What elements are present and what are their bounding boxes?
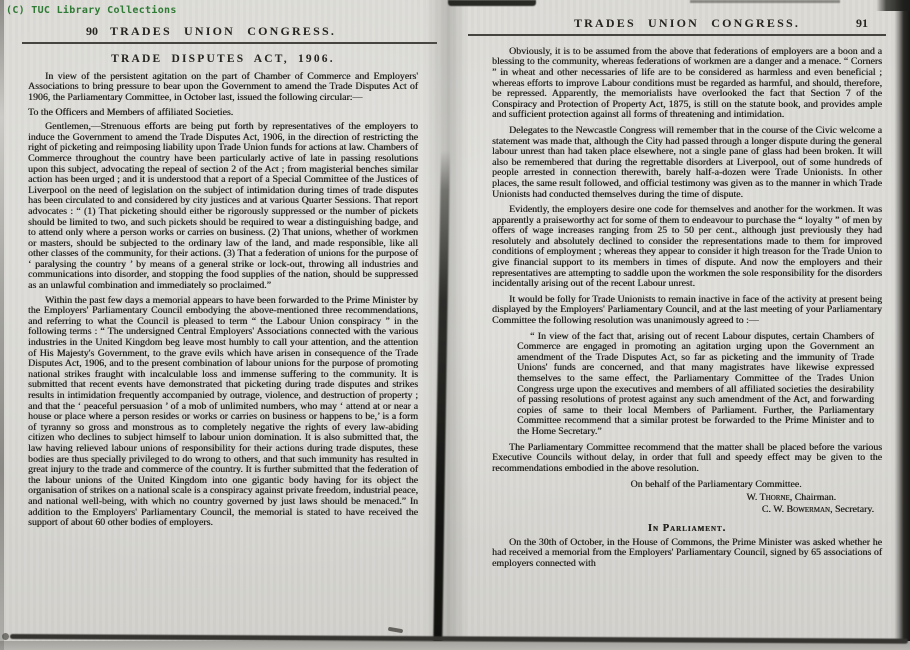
scan-smudge-bottom-corner [2, 633, 9, 640]
salutation: To the Officers and Members of affiliated Societies. [28, 106, 234, 118]
page-left [28, 24, 418, 533]
scan-mark-top-center [448, 0, 536, 6]
watermark: (C) TUC Library Collections [6, 5, 177, 16]
signature-chairman [492, 492, 882, 504]
paragraph-gentlemen: Gentlemen,—Strenuous efforts are being put forth by representatives of the employers to induce the Government to amend the Trade Disputes Act, 1906, in the direction of restricting the right of picketing and reimposing liability upon Trade Union funds for actions at law. Chambers of Commerce throughout the country have been particularly active of late in passing resolutions upon this subject, advocating the repeal of section 2 of the Act ; from magisterial benches similar action has been urged ; and it is understood that a report of a Special Committee of the Justices of Liverpool on the need of legislation on the subject of intimidation during times of trade disputes has been circulated to and considered by city justices and at various Quarter Sessions. That report advocates : “ (1) That picketing should either be rigorously suppressed or the number of pickets should be limited to two, and such pickets should be required to wear a distinguishing badge, and to attend only where a person works or carries on business. (2) That unions, whether of workmen or masters, should be subjected to the ordinary law of the land, and made responsible, like all other classes of the community, for their actions. (3) That a federation of unions for the purpose of ‘ paralysing the country ’ by means of a general strike or lock-out, throwing all industries and communications into disorder, and stopping the food supplies of the nation, should be suppressed as an unlawful combination and immediately so proclaimed.” [28, 121, 418, 292]
secretary-role: , Secretary. [829, 504, 874, 516]
scan-edge-left [0, 0, 4, 650]
header-rule-left [22, 42, 437, 44]
scan-edge-right-top [876, 0, 910, 11]
paragraph-intro: In view of the persistent agitation on the part of Chamber of Commerce and Employers' Associations to bring pressure to bear upon the Government to amend the Trade Disputes Act of 1906, the Parliamentary Committee, in October last, issued the following circular:— [28, 70, 418, 103]
running-header-right: TRADES UNION CONGRESS. [573, 16, 801, 30]
paragraph-obviously: Obviously, it is to be assumed from the above that federations of employers are a boon and a blessing to the community, whereas federations of workmen are a danger and a menace. “ Corners ” in wheat and other necessaries of life are to be considered as harmless and even beneficial ; whereas efforts to improve Labour conditions must be regarded as harmful, and should, therefore, be repressed. Apparently, the memorialists have overlooked the fact that Section 7 of the Conspiracy and Protection of Property Act, 1875, is still on the statute book, and provides ample and sufficient protection against all forms of threatening and intimidation. [492, 45, 882, 121]
chairman-role: , Chairman. [789, 491, 836, 503]
scan-smudge-bottom-left-page [388, 627, 403, 634]
signature-on-behalf: On behalf of the Parliamentary Committee. [630, 479, 802, 491]
section-title: TRADE DISPUTES ACT, 1906. [111, 52, 335, 65]
chairman-name: W. Thorne [746, 491, 790, 503]
resolution-quote: “ In view of the fact that, arising out of recent Labour disputes, certain Chambers of Commerce are engaged in promoting an agitation urging upon the Government an amendment of the Trade Disputes Act, so far as picketing and the immunity of Trade Unions' funds are concerned, and that many magistrates have likewise expressed themselves to the same effect, the Parliamentary Committee of the Trades Union Congress urge upon the executives and members of all affiliated societies the desirability of passing resolutions of protest against any such amendment of the Act, and forwarding copies of same to their local Members of Parliament. Further, the Parliamentary Committee recommend that a similar protest be forwarded to the Prime Minister and to the Home Secretary.” [517, 330, 874, 437]
page-number-right: 91 [856, 16, 868, 30]
page-number-left: 90 [86, 24, 98, 38]
page-left-header [28, 24, 418, 39]
paragraph-delegates: Delegates to the Newcastle Congress will remember that in the course of the Civic welcome a statement was made that, although the City had passed through a longer dispute during the general labour unrest than had taken place elsewhere, not a single pane of glass had been broken. It will also be remembered that during the regrettable disorders at Liverpool, out of some hundreds of people arrested in connection therewith, barely half-a-dozen were Trade Unionists. In other places, the same result followed, and official testimony was given as to the manner in which Trade Unionists had conducted themselves during the time of dispute. [492, 124, 882, 200]
scan-edge-right [894, 0, 910, 650]
page-right [492, 16, 882, 575]
page-right-header [492, 16, 882, 31]
scan-mark-top-right [690, 0, 840, 3]
paragraph-recommend: The Parliamentary Committee recommend that the matter shall be placed before the various Executive Councils without delay, in order that full and speedy effect may be given to the recommendations embodied in the above resolution. [492, 441, 882, 474]
running-header-left: TRADES UNION CONGRESS. [109, 24, 337, 38]
signature-secretary [492, 504, 882, 516]
paragraph-evidently: Evidently, the employers desire one code for themselves and another for the workmen. It was apparently a praiseworthy act for some of them to endeavour to purchase the “ loyalty ” of men by offers of wage increases ranging from 25 to 50 per cent., although just previously they had resolutely and absolutely declined to consider the representations made to them for improved conditions of employment ; whereas they appear to consider it high treason for the Trade Union to give financial support to its members in times of dispute. And now the employers and their representatives are attempting to saddle upon the workmen the sole responsibility for the disorders incidentally arising out of the recent Labour unrest. [492, 204, 882, 290]
paragraph-memorial: Within the past few days a memorial appears to have been forwarded to the Prime Minister by the Employers' Parliamentary Council embodying the above-mentioned three recommendations, and referring to what the Council is pleased to term “ the Labour Union conspiracy ” in the following terms : “ The undersigned Central Employers' Associations connected with the various industries in the United Kingdom beg leave most humbly to call your attention, and the attention of His Majesty's Government, to the grave evils which have arisen in consequence of the Trade Disputes Act, 1906, and to the present combination of labour unions for the purpose of promoting national strikes fraught with incalculable loss and immense suffering to the community. It is submitted that recent events have demonstrated that picketing during trade disputes and strikes results in intimidation frequently accompanied by outrage, violence, and destruction of property ; and that the ‘ peaceful persuasion ’ of a mob of unlimited numbers, who may ‘ attend at or near a house or place where a person resides or works or carries on business or happens to be,’ is a form of tyranny so gross and monstrous as to completely negative the rights of every law-abiding citizen who declines to subject himself to labour union domination. It is also submitted that, the law having relieved labour unions of responsibility for their actions during trade disputes, these bodies are thus specially privileged to do wrong to others, and that such immunity has resulted in great injury to the trade and commerce of the country. It is further submitted that the federation of the labour unions of the United Kingdom into one gigantic body having for its object the organisation of strikes on a national scale is a conspiracy against private freedom, industrial peace, and national well-being, with which no country governed by just laws should be menaced.” In addition to the Employers' Parliamentary Council, the memorial is stated to have received the support of about 60 other bodies of employers. [28, 294, 418, 529]
secretary-name: C. W. Bowerman [761, 504, 830, 516]
subsection-title-in-parliament: In Parliament. [647, 522, 727, 534]
header-rule-right [468, 34, 886, 36]
paragraph-folly: It would be folly for Trade Unionists to remain inactive in face of the activity at present being displayed by the Employers' Parliamentary Council, and at the last meeting of your Parliamentary Committee the following resolution was unanimously agreed to :— [492, 293, 882, 327]
paragraph-parliament: On the 30th of October, in the House of Commons, the Prime Minister was asked whether he had received a memorial from the Employers' Parliamentary Council, signed by 65 associations of employers connected with [492, 536, 882, 570]
